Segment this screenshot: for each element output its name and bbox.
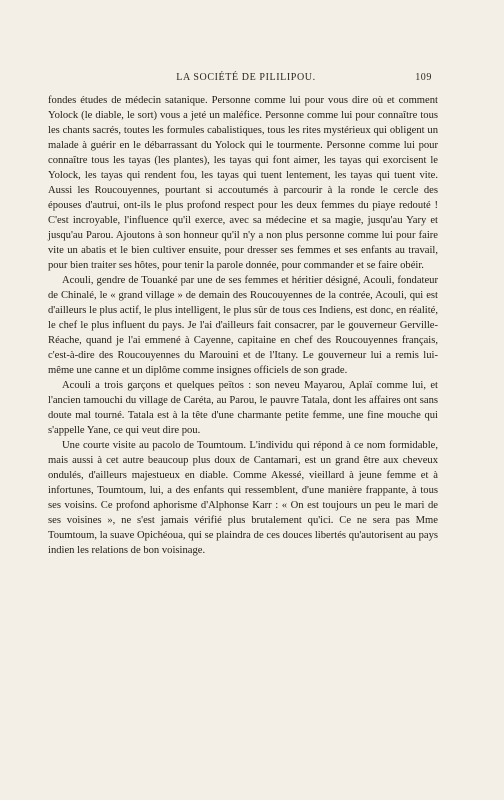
paragraph: Acouli, gendre de Touanké par une de ses femmes et héritier désigné, Acouli, fondateur de Chinalé, le « grand village » de demain des Roucouyennes de la contrée, Acouli, qui est d'ailleurs le plus actif, le plus intelligent, le plus sûr de tous ces Indiens, est donc, en réalité, le chef le plus influent du pays. Je l'ai d'ailleurs fait consacrer, par le gouverneur Gerville-Réache, quand je l'ai emmené à Cayenne, capitaine en chef des Roucouyennes français, c'est-à-dire des Roucouyennes du Marouini et de l'Itany. Le gouverneur lui a remis lui-même une canne et un diplôme comme insignes officiels de son grade.	[48, 275, 438, 376]
page-number: 109	[415, 72, 432, 83]
running-title: LA SOCIÉTÉ DE PILILIPOU.	[176, 72, 316, 83]
running-header	[60, 72, 432, 86]
paragraph: Acouli a trois garçons et quelques peïtos : son neveu Mayarou, Aplaï comme lui, et l'ancien tamouchi du village de Caréta, au Parou, le pauvre Tatala, dont les affaires ont sans doute mal tourné. Tatala est à la tête d'une charmante petite femme, une fine mouche qui s'appelle Yane, ce qui veut dire pou.	[48, 380, 438, 436]
body-text	[48, 93, 438, 558]
paragraph: Une courte visite au pacolo de Toumtoum. L'individu qui répond à ce nom formidable, mais aussi à cet autre beaucoup plus doux de Cantamari, est un grand être aux cheveux ondulés, d'ailleurs majestueux en diable. Comme Akessé, vieillard à jeune femme et à infortunes, Toumtoum, lui, a des enfants qui ressemblent, d'une manière frappante, à tous ses voisins. Ce profond aphorisme d'Alphonse Karr : « On est toujours un peu le mari de ses voisines », ne s'est jamais vérifié plus brutalement qu'ici. Ce ne sera pas Mme Toumtoum, la suave Opichéoua, qui se plaindra de ces douces libertés qu'autorisent au pays indien les relations de bon voisinage.	[48, 440, 438, 556]
paragraph: fondes études de médecin satanique. Personne comme lui pour vous dire où et comment Yolock (le diable, le sort) vous a jeté un maléfice. Personne comme lui pour connaître tous les chants sacrés, toutes les formules cabalistiques, tous les rites mystérieux qui obligent un malade à guérir en le débarrassant du Yolock qui le tourmente. Personne comme lui pour connaître tous les tayas (les plantes), les tayas qui font aimer, les tayas qui exorcisent le Yolock, les tayas qui rendent fou, les tayas qui tuent lentement, les tayas qui tuent vite. Aussi les Roucouyennes, pourtant si accoutumés à parcourir à la ronde le cercle des épouses d'autrui, ont-ils le plus profond respect pour les deux femmes du piaye redouté ! C'est incroyable, l'influence qu'il exerce, avec sa médecine et sa magie, jusqu'au Yary et jusqu'au Parou. Ajoutons à son honneur qu'il n'y a non plus personne comme lui pour faire vite un abatis et le bien cultiver ensuite, pour dresser ses femmes et ses enfants au travail, pour bien traiter ses hôtes, pour tenir la parole donnée, pour commander et se faire obéir.	[48, 95, 438, 271]
